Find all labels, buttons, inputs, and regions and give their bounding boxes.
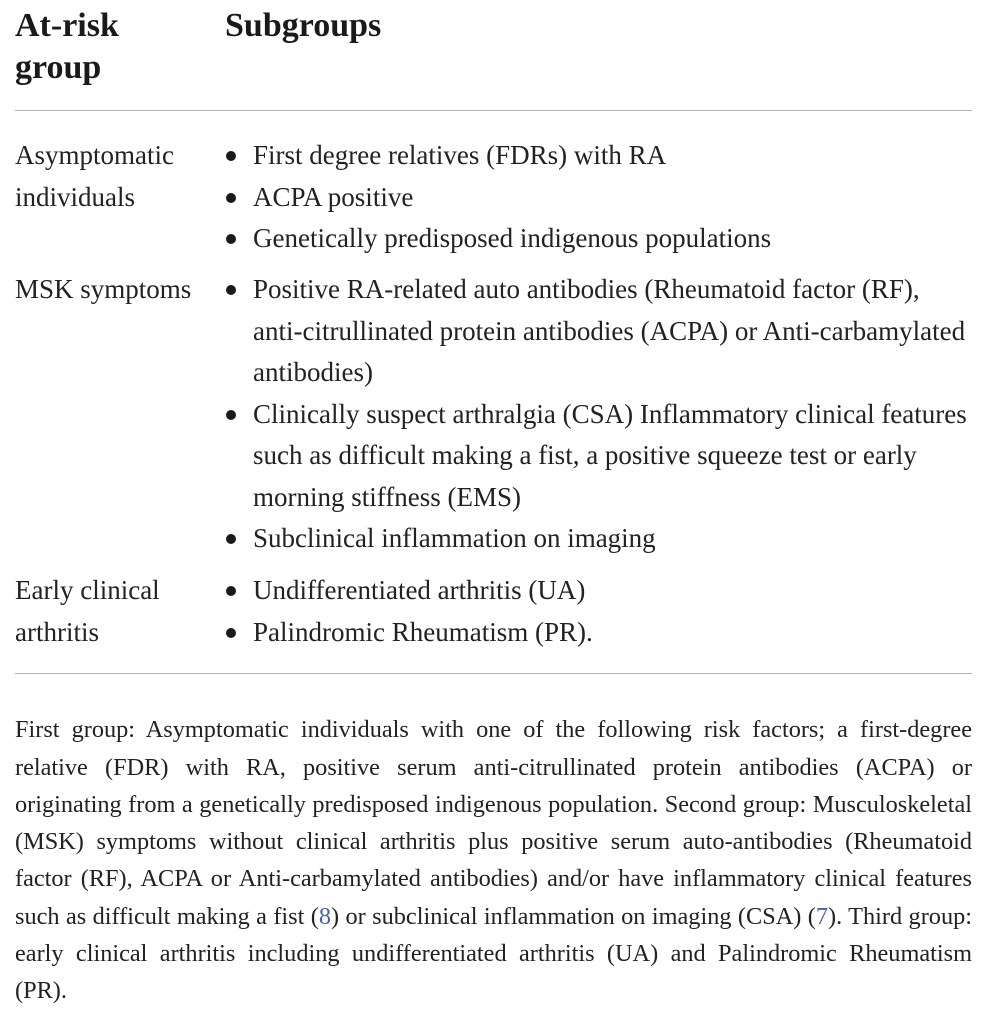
list-item-text: Palindromic Rheumatism (PR). (253, 616, 593, 647)
bullet-icon (226, 193, 236, 203)
list-item (223, 218, 975, 260)
bullet-icon (226, 285, 236, 295)
list-item-text: Genetically predisposed indigenous populations (253, 223, 772, 253)
list-item-text: Undifferentiated arthritis (UA) (253, 575, 586, 605)
list-item (223, 135, 975, 177)
row-label-asymptomatic: Asymptomatic individuals (15, 140, 174, 212)
list-item (223, 269, 975, 394)
footer-divider (15, 673, 972, 674)
column-header-subgroups: Subgroups (225, 7, 382, 44)
list-item-text: Positive RA-related auto antibodies (Rheumatoid factor (RF), anti-citrullinated protein antibodies (ACPA) or Anti-carbamylated antibodies) (253, 274, 966, 387)
bullet-icon (226, 586, 236, 596)
row-label-msk-symptoms: MSK symptoms (15, 274, 192, 304)
list-item (223, 612, 975, 654)
list-item (223, 570, 975, 612)
column-header-at-risk-group: At-risk group (15, 7, 119, 86)
list-item-text: ACPA positive (253, 181, 414, 212)
list-item-text: Clinically suspect arthralgia (CSA) Inflammatory clinical features such as difficult making a fist, a positive squeeze test or early morning stiffness (EMS) (253, 398, 967, 512)
bullet-icon (226, 234, 236, 244)
bullet-icon (226, 534, 236, 544)
citation-link[interactable]: 7 (815, 902, 829, 930)
list-item (223, 177, 975, 219)
list-item-text: First degree relatives (FDRs) with RA (253, 140, 667, 170)
footnote-text: ) or subclinical inflammation on imaging (CSA) ( (331, 902, 816, 930)
subgroup-list (223, 269, 975, 560)
bullet-icon (226, 410, 236, 420)
table-figure (15, 0, 972, 1005)
bullet-icon (226, 628, 236, 638)
list-item-text: Subclinical inflammation on imaging (253, 523, 656, 553)
subgroup-list (223, 570, 975, 653)
bullet-icon (226, 151, 236, 161)
row-label-early-clinical-arthritis: Early clinical arthritis (15, 575, 160, 647)
header-divider (15, 110, 972, 111)
subgroup-list (223, 135, 975, 260)
footnote-text: ). Third group: early clinical arthritis including undifferentiated arthritis (UA) and Palindromic Rheumatism (PR). (15, 902, 972, 1005)
table-footnote (15, 711, 972, 1009)
footnote-text: First group: Asymptomatic individuals with one of the following risk factors; a first-degree relative (FDR) with RA, positive serum anti-citrullinated protein antibodies (ACPA) or originating from a genetically predisposed indigenous population. Second group: Musculoskeletal (MSK) symptoms without clinical arthritis plus positive serum auto-antibodies (Rheumatoid factor (RF), ACPA or Anti-carbamylated antibodies) and/or have inflammatory clinical features such as difficult making a fist ( (15, 716, 972, 930)
citation-link[interactable]: 8 (318, 902, 332, 930)
list-item (223, 394, 975, 519)
list-item (223, 518, 975, 560)
table-header (15, 0, 972, 110)
